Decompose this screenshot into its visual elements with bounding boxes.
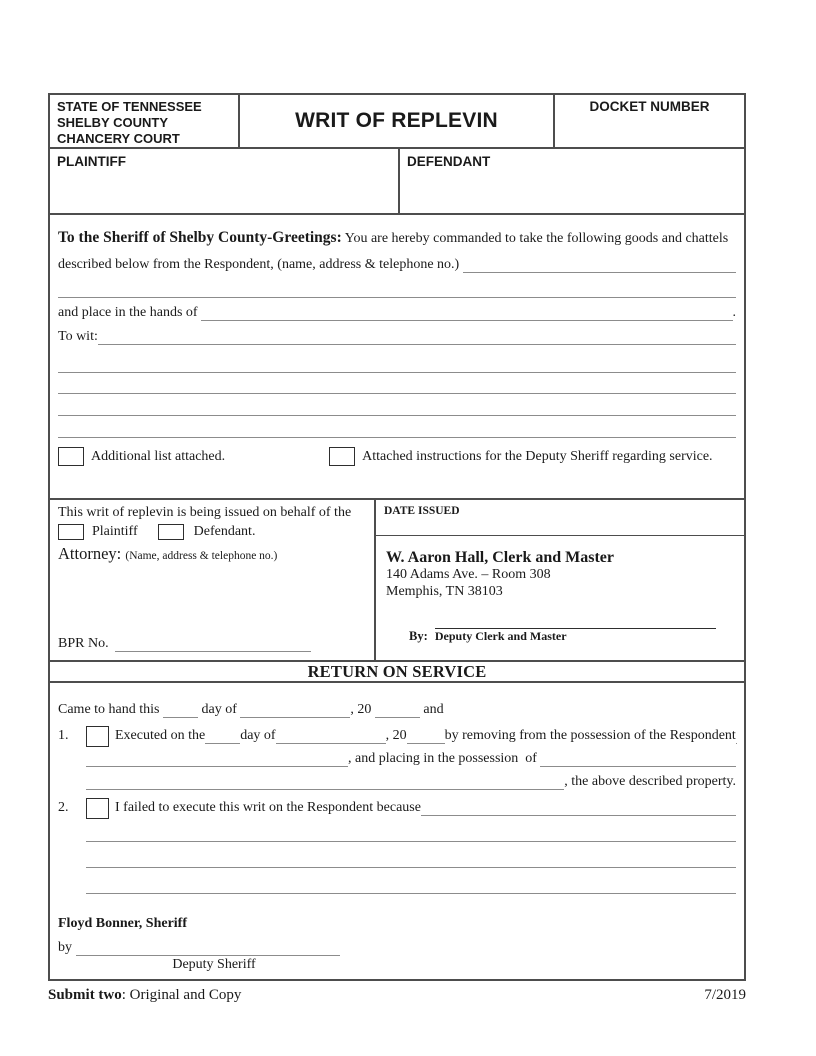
described-property-text: , the above described property. [564, 774, 736, 789]
placing-text: , and placing in the possession of [348, 751, 541, 766]
hands-text: and place in the hands of [58, 305, 202, 320]
towit-label: To wit: [58, 329, 98, 344]
bpr-number-field[interactable] [115, 637, 311, 652]
behalf-text: This writ of replevin is being issued on behalf of the [58, 505, 352, 520]
came-year-field[interactable] [375, 703, 420, 718]
clerk-name: W. Aaron Hall, Clerk and Master [386, 549, 615, 566]
submit-instruction [48, 987, 241, 1004]
failed-checkbox[interactable] [86, 798, 109, 819]
executed-dayof-text: day of [240, 728, 276, 743]
submit-instruction-bold: Submit two [48, 987, 122, 1003]
return-on-service-title: RETURN ON SERVICE [50, 662, 744, 683]
clerk-by-label: By: [409, 629, 431, 643]
came-and-text: and [419, 702, 444, 717]
deputy-clerk-label: Deputy Clerk and Master [434, 629, 567, 643]
court-line-county: SHELBY COUNTY [57, 115, 168, 130]
executed-checkbox[interactable] [86, 726, 109, 747]
executed-year-field[interactable] [407, 729, 445, 744]
came-day-field[interactable] [163, 703, 198, 718]
salutation [58, 229, 736, 247]
page-footer [48, 987, 746, 1004]
item1-number: 1. [58, 728, 69, 743]
court-identification [50, 95, 240, 147]
deputy-sheriff-label: Deputy Sheriff [172, 957, 256, 972]
salutation-rest: You are hereby commanded to take the following goods and chattels [341, 231, 729, 246]
sheriff-by-label: by [58, 940, 76, 955]
described-property-row [86, 768, 736, 790]
attached-instructions-checkbox[interactable] [329, 447, 355, 466]
towit-row [58, 321, 736, 345]
respondent-continued-field[interactable] [58, 273, 736, 298]
deputy-sheriff-signature-field[interactable] [76, 941, 341, 956]
executed-row [58, 721, 736, 744]
respondent-text: described below from the Respondent, (name, address & telephone no.) [58, 257, 463, 272]
attorney-cell [50, 500, 376, 660]
failure-reason-field[interactable] [421, 801, 736, 816]
goods-line-4[interactable] [58, 416, 736, 438]
revision-date: 7/2019 [704, 987, 746, 1003]
placed-party-field-2[interactable] [86, 775, 564, 790]
item2-number: 2. [58, 800, 69, 815]
failure-reason-line-3[interactable] [86, 868, 736, 894]
deputy-clerk-signature-field[interactable] [435, 615, 716, 629]
hands-row [58, 299, 736, 321]
plaintiff-option-label: Plaintiff [92, 524, 138, 539]
sheriff-name: Floyd Bonner, Sheriff [58, 916, 187, 931]
executed-text-2: by removing from the possession of the Respondent [444, 728, 736, 743]
form-header-row [50, 95, 744, 149]
plaintiff-field[interactable] [50, 149, 400, 213]
respondent-possession-field-2[interactable] [86, 752, 348, 767]
hands-of-field[interactable] [201, 306, 732, 321]
clerk-address-2: Memphis, TN 38103 [386, 583, 503, 599]
attorney-hint: (Name, address & telephone no.) [125, 550, 278, 562]
plaintiff-label: PLAINTIFF [57, 154, 126, 169]
bpr-row [58, 636, 366, 652]
came-dayof-text: day of [198, 702, 241, 717]
executed-day-field[interactable] [205, 729, 240, 744]
clerk-cell [376, 500, 744, 660]
failure-reason-line-2[interactable] [86, 842, 736, 868]
failure-reason-line-1[interactable] [86, 816, 736, 842]
behalf-options [58, 524, 366, 540]
docket-number-label: DOCKET NUMBER [589, 99, 710, 114]
failed-text: I failed to execute this writ on the Respondent because [115, 800, 421, 815]
date-issued-label: DATE ISSUED [384, 505, 460, 517]
clerk-info [376, 536, 744, 600]
attorney-label: Attorney: [58, 544, 126, 563]
clerk-address-1: 140 Adams Ave. – Room 308 [386, 567, 551, 582]
additional-list-label: Additional list attached. [91, 448, 226, 464]
respondent-name-field[interactable] [463, 258, 736, 273]
bpr-label: BPR No. [58, 636, 109, 651]
court-line-state: STATE OF TENNESSEE [57, 99, 202, 114]
form-title: WRIT OF REPLEVIN [240, 95, 555, 147]
respondent-row [58, 257, 736, 273]
court-line-court: CHANCERY COURT [57, 131, 180, 146]
defendant-option-label: Defendant. [193, 524, 256, 539]
goods-line-1[interactable] [58, 345, 736, 373]
towit-field[interactable] [98, 330, 736, 345]
came-text: Came to hand this [58, 702, 163, 717]
sheriff-by-row [58, 936, 340, 956]
party-row [50, 149, 744, 215]
came-month-field[interactable] [240, 703, 350, 718]
command-section [50, 215, 744, 500]
clerk-by-row [409, 615, 716, 644]
came-20-text: , 20 [350, 702, 375, 717]
failed-row [58, 793, 736, 816]
attached-instructions-label: Attached instructions for the Deputy Sheriff regarding service. [362, 448, 713, 464]
form-table [48, 93, 746, 981]
return-on-service-body [50, 683, 744, 979]
issuance-row [50, 500, 744, 662]
plaintiff-checkbox[interactable] [58, 524, 84, 540]
defendant-label: DEFENDANT [407, 154, 491, 169]
defendant-field[interactable] [400, 149, 744, 213]
submit-instruction-rest: : Original and Copy [121, 987, 242, 1003]
defendant-checkbox[interactable] [158, 524, 184, 540]
placed-party-field[interactable] [540, 752, 736, 767]
goods-line-2[interactable] [58, 373, 736, 394]
executed-20-text: , 20 [385, 728, 407, 743]
executed-text-1: Executed on the [115, 728, 206, 743]
salutation-bold: To the Sheriff of Shelby County-Greetings: [58, 229, 342, 246]
possession-row [86, 745, 736, 767]
executed-month-field[interactable] [276, 729, 386, 744]
hands-period: . [732, 305, 736, 320]
came-to-hand-row [58, 696, 736, 718]
goods-line-3[interactable] [58, 394, 736, 416]
attachments-row [58, 447, 736, 466]
attorney-line[interactable] [58, 544, 366, 564]
additional-list-checkbox[interactable] [58, 447, 84, 466]
date-issued-field[interactable] [376, 500, 744, 536]
